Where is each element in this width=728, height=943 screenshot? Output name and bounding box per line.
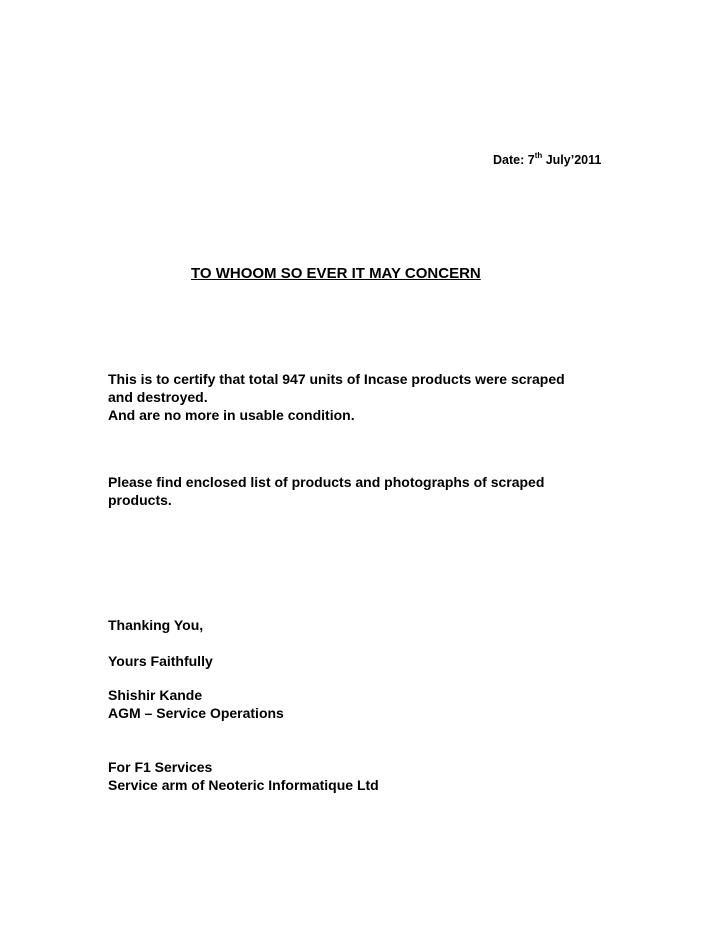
body-line: products. [108,492,172,508]
organization-description: Service arm of Neoteric Informatique Ltd [108,777,379,793]
organization-name: For F1 Services [108,759,213,775]
closing-line [108,616,668,634]
body-line: and destroyed. [108,389,208,405]
closing-text: Thanking You, [108,617,204,633]
date-rest: July’2011 [542,153,602,168]
date-ordinal-suffix: th [534,151,543,160]
body-line: This is to certify that total 947 units of Incase products were scraped [108,371,565,387]
enclosure-paragraph [108,473,668,509]
body-line: And are no more in usable condition. [108,407,355,423]
organization-block [108,758,668,794]
certification-paragraph [108,370,668,424]
letter-date [493,152,601,167]
signatory-title: AGM – Service Operations [108,705,284,721]
signatory-block [108,686,668,722]
signatory-name: Shishir Kande [108,687,203,703]
date-prefix: Date: 7 [493,153,535,168]
body-line: Please find enclosed list of products and photographs of scraped [108,474,545,490]
signoff-line [108,652,668,670]
signoff-text: Yours Faithfully [108,653,213,669]
letter-heading: TO WHOOM SO EVER IT MAY CONCERN [191,265,481,282]
